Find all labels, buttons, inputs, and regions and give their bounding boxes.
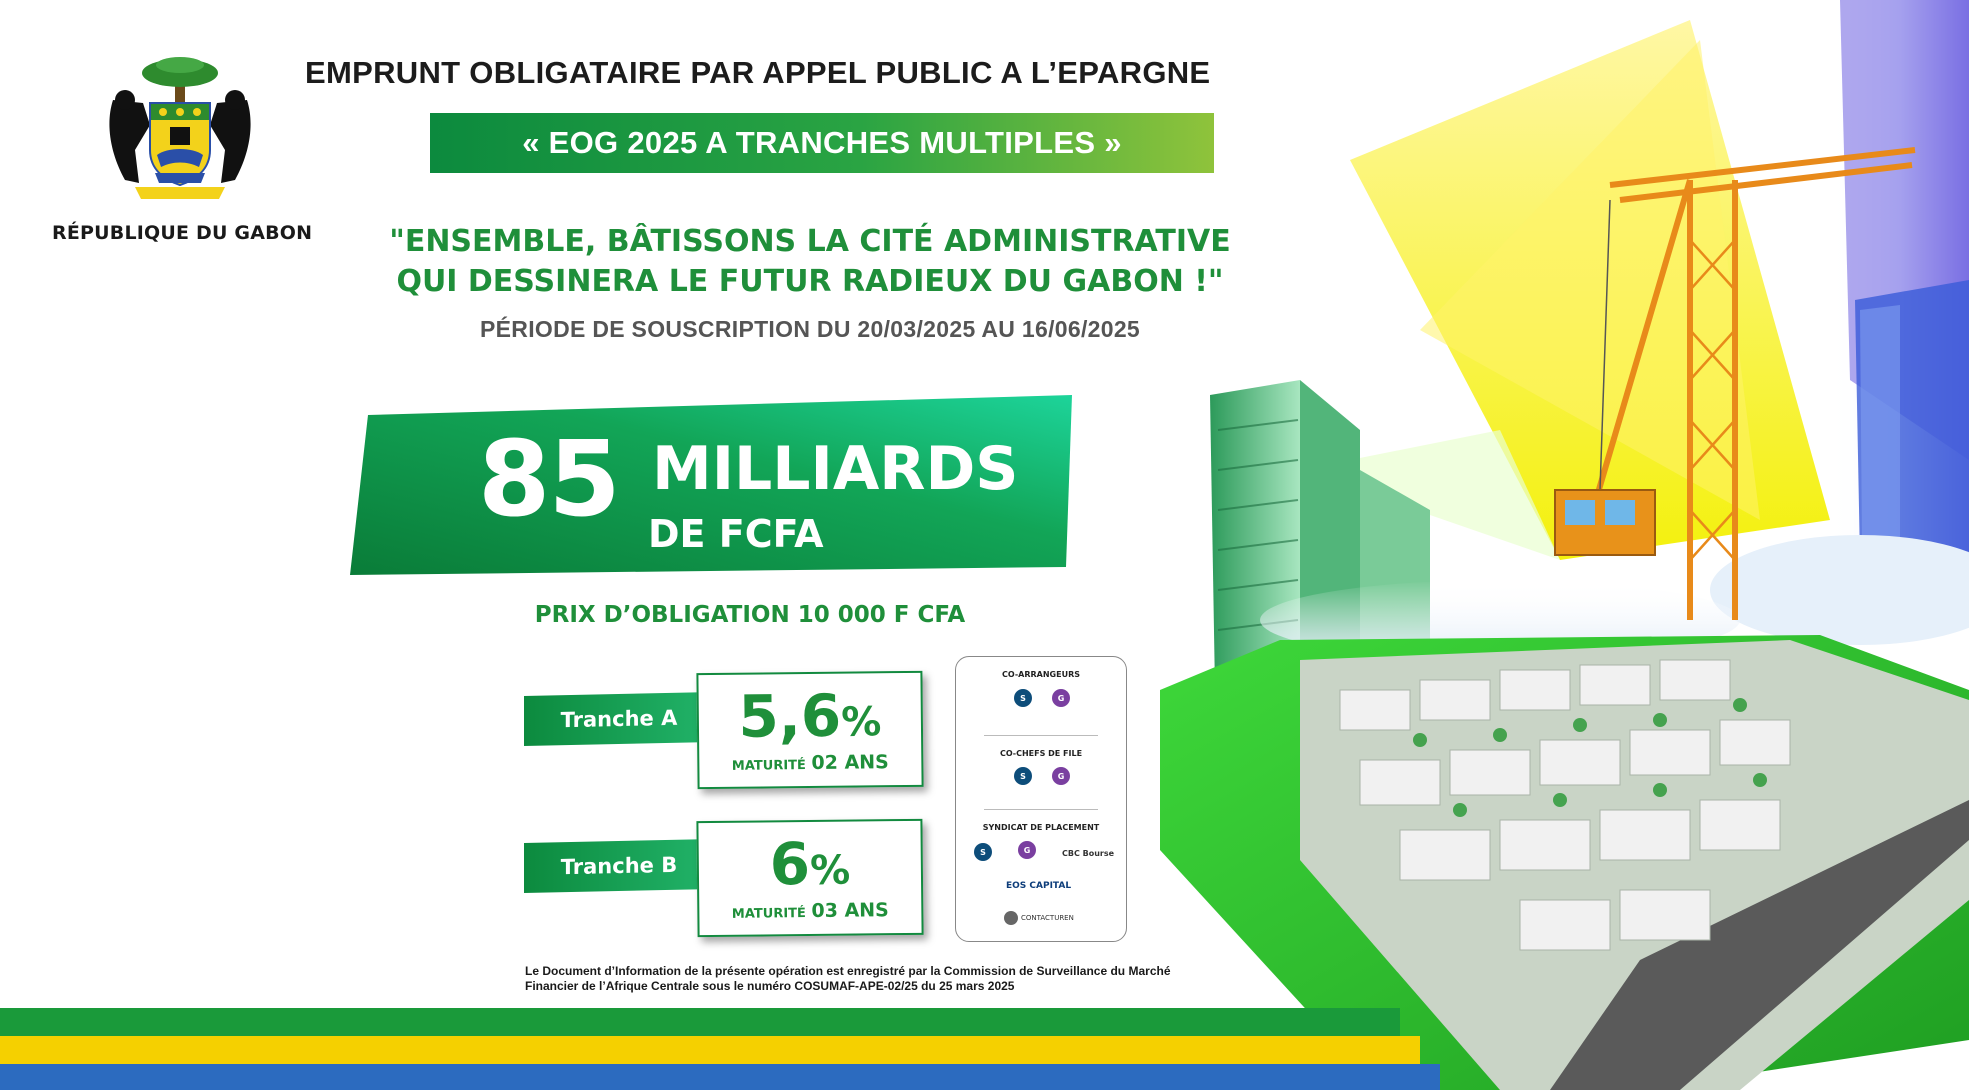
partner-logo-1 xyxy=(1014,689,1032,707)
subtitle-text: « EOG 2025 A TRANCHES MULTIPLES » xyxy=(522,125,1122,160)
tranche-b-rate-value: 6 xyxy=(769,830,811,899)
tranche-a-rate-percent: % xyxy=(841,699,882,746)
flag-stripe-green xyxy=(0,1008,1400,1036)
page-title: EMPRUNT OBLIGATAIRE PAR APPEL PUBLIC A L’EPARGNE xyxy=(305,55,1211,90)
co-leads-title: CO-CHEFS DE FILE xyxy=(999,749,1083,758)
footnote-line-1: Le Document d’Information de la présente opération est enregistré par la Commission de Surveillance du Marché xyxy=(525,964,1171,978)
divider xyxy=(984,809,1098,810)
partner-logo-contact xyxy=(1004,911,1074,925)
amount-currency: DE FCFA xyxy=(648,512,824,556)
legal-footnote xyxy=(525,964,1345,994)
tranche-b-maturity-prefix: MATURITÉ xyxy=(731,906,806,922)
tranche-a-maturity-value: 02 ANS xyxy=(811,751,889,774)
flag-stripe-yellow xyxy=(0,1036,1420,1064)
tranche-a-rate-value: 5,6 xyxy=(738,681,842,751)
country-name: RÉPUBLIQUE DU GABON xyxy=(52,222,313,244)
partner-mark-icon: S xyxy=(1014,767,1032,785)
slogan xyxy=(330,222,1290,302)
tranche-b-label: Tranche B xyxy=(524,839,714,893)
subscription-period: PÉRIODE DE SOUSCRIPTION DU 20/03/2025 AU 16/06/2025 xyxy=(480,316,1140,342)
amount-number: 85 xyxy=(478,418,619,540)
partners-card xyxy=(955,656,1127,942)
tranche-b-card xyxy=(696,819,923,937)
tranche-b-rate xyxy=(699,829,922,899)
amount-unit: MILLIARDS xyxy=(652,434,1019,504)
partner-mark-icon xyxy=(1004,911,1018,925)
bond-price: PRIX D’OBLIGATION 10 000 F CFA xyxy=(534,602,966,628)
tranche-a-card xyxy=(696,671,923,789)
partner-logo-cbc: CBC Bourse xyxy=(1062,849,1115,858)
partner-mark-icon: S xyxy=(1014,689,1032,707)
tranche-b-maturity-value: 03 ANS xyxy=(811,899,889,922)
partner-contact-name: CONTACTUREN xyxy=(1021,914,1074,922)
tranche-a-label: Tranche A xyxy=(524,692,714,746)
syndicate-title: SYNDICAT DE PLACEMENT xyxy=(982,823,1100,832)
slogan-line-2: QUI DESSINERA LE FUTUR RADIEUX DU GABON !" xyxy=(396,264,1224,299)
co-arrangers-title: CO-ARRANGEURS xyxy=(1002,670,1080,679)
footnote-line-2: Financier de l’Afrique Centrale sous le numéro COSUMAF-APE-02/25 du 25 mars 2025 xyxy=(525,979,1015,993)
subtitle-banner xyxy=(430,113,1214,173)
partner-mark-icon: G xyxy=(1052,689,1070,707)
tranche-b-rate-percent: % xyxy=(809,847,851,894)
partner-logo-5 xyxy=(974,843,992,861)
partner-mark-icon: G xyxy=(1018,841,1036,859)
partner-logo-2 xyxy=(1052,689,1070,707)
tranche-b-maturity xyxy=(699,899,921,923)
partner-logo-eos: EOS CAPITAL xyxy=(1006,881,1072,891)
divider xyxy=(984,735,1098,736)
partner-mark-icon: S xyxy=(974,843,992,861)
tranche-a-maturity-prefix: MATURITÉ xyxy=(731,758,806,774)
partner-logo-3 xyxy=(1014,767,1032,785)
partner-mark-icon: G xyxy=(1052,767,1070,785)
partner-logo-6 xyxy=(1018,841,1036,859)
slogan-line-1: "ENSEMBLE, BÂTISSONS LA CITÉ ADMINISTRATIVE xyxy=(389,224,1231,259)
tranche-a-rate xyxy=(699,681,922,751)
flag-stripe-blue xyxy=(0,1064,1440,1090)
partner-logo-4 xyxy=(1052,767,1070,785)
coat-of-arms-icon xyxy=(95,55,265,205)
tranche-a-maturity xyxy=(699,751,921,775)
